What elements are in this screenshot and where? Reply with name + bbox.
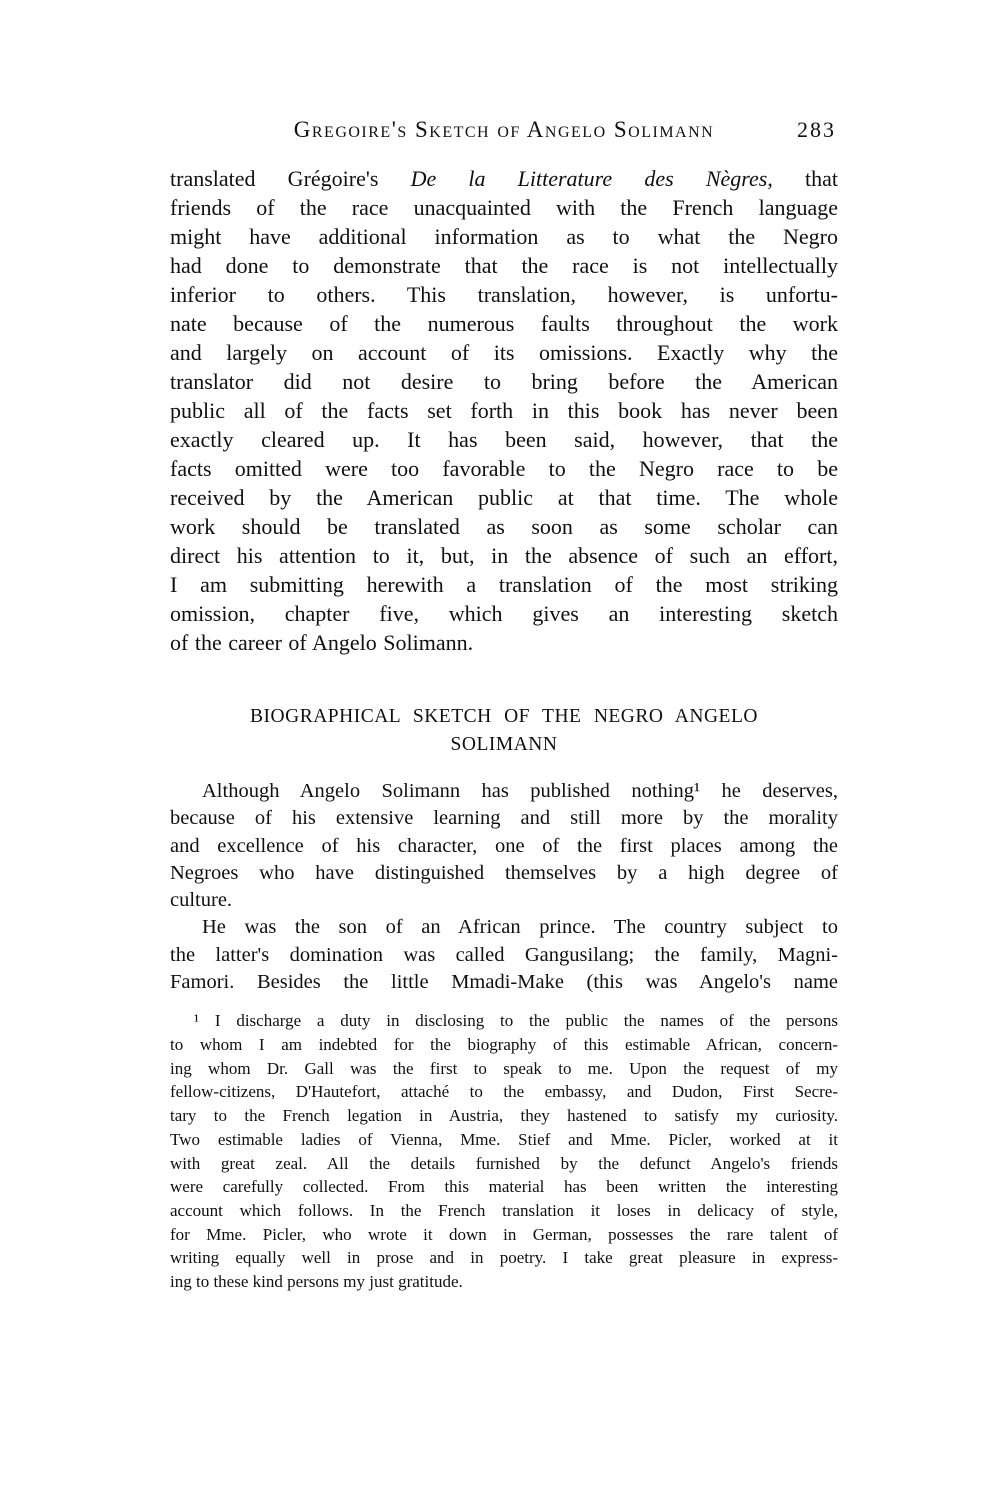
text-line: He was the son of an African prince. The country subject to xyxy=(202,916,838,939)
text-line: might have additional information as to what the Negro xyxy=(170,224,838,249)
text-line: omission, chapter five, which gives an interesting sketch xyxy=(170,601,838,626)
text-line: exactly cleared up. It has been said, however, that the xyxy=(170,427,838,452)
text-line: Although Angelo Solimann has published nothing¹ he deserves, xyxy=(202,780,838,802)
text-line: were carefully collected. From this material has been written the interesting xyxy=(170,1177,838,1197)
section-heading-line: BIOGRAPHICAL SKETCH OF THE NEGRO ANGELO xyxy=(250,706,758,727)
text-line: because of his extensive learning and still more by the morality xyxy=(170,807,838,830)
text-line: culture. xyxy=(170,889,233,912)
text-line: fellow-citizens, D'Hautefort, attaché to the embassy, and Dudon, First Secre- xyxy=(170,1082,838,1102)
intro-paragraph-lines xyxy=(170,193,838,628)
footnote-last-line: ing to these kind persons my just gratitude. xyxy=(170,1272,463,1292)
running-title: Gregoire's Sketch of Angelo Solimann xyxy=(293,117,715,142)
text-line: I am submitting herewith a translation of the most striking xyxy=(170,572,838,597)
text-column xyxy=(170,116,838,1294)
footnote-first-line: ¹ I discharge a duty in disclosing to the public the names of the persons xyxy=(194,1011,838,1031)
text-line: ing whom Dr. Gall was the first to speak to me. Upon the request of my xyxy=(170,1058,838,1078)
biography-paragraph-2 xyxy=(170,914,838,996)
text-line: and largely on account of its omissions. Exactly why the xyxy=(170,340,838,365)
page-header xyxy=(170,116,838,144)
text-line: public all of the facts set forth in this book has never been xyxy=(170,398,838,423)
text-line: had done to demonstrate that the race is not intellectually xyxy=(170,253,838,278)
text-line: the latter's domination was called Gangusilang; the family, Magni- xyxy=(170,943,838,966)
text-line: work should be translated as soon as some scholar can xyxy=(170,514,838,539)
text-segment: translated Grégoire's xyxy=(170,166,411,191)
text-line: Famori. Besides the little Mmadi-Make (this was Angelo's name xyxy=(170,971,838,994)
page-number: 283 xyxy=(797,117,836,142)
footnote xyxy=(170,1009,838,1293)
text-line: inferior to others. This translation, however, is unfortu- xyxy=(170,282,838,307)
text-line: for Mme. Picler, who wrote it down in German, possesses the rare talent of xyxy=(170,1224,838,1244)
text-line: and excellence of his character, one of the first places among the xyxy=(170,834,838,857)
text-line: received by the American public at that time. The whole xyxy=(170,485,838,510)
footnote-lines xyxy=(170,1033,838,1270)
text-line: of the career of Angelo Solimann. xyxy=(170,630,474,655)
text-line: direct his attention to it, but, in the absence of such an effort, xyxy=(170,543,838,568)
text-line-with-book-title xyxy=(170,164,838,193)
text-line: friends of the race unacquainted with the French language xyxy=(170,195,838,220)
biography-paragraph-2-lines xyxy=(170,942,838,997)
text-segment: , that xyxy=(767,166,838,191)
biography-paragraph-1 xyxy=(170,778,838,914)
text-line: Negroes who have distinguished themselves by a high degree of xyxy=(170,861,838,884)
text-line: to whom I am indebted for the biography of this estimable African, concern- xyxy=(170,1035,838,1055)
biography-paragraph-1-lines xyxy=(170,805,838,887)
text-line: tary to the French legation in Austria, they hastened to satisfy my curiosity. xyxy=(170,1106,838,1126)
text-line: translator did not desire to bring before the American xyxy=(170,369,838,394)
section-heading-line: SOLIMANN xyxy=(450,734,558,755)
text-line: facts omitted were too favorable to the Negro race to be xyxy=(170,456,838,481)
text-line: account which follows. In the French translation it loses in delicacy of style, xyxy=(170,1201,838,1220)
intro-paragraph xyxy=(170,164,838,657)
section-heading xyxy=(170,703,838,759)
text-line: nate because of the numerous faults throughout the work xyxy=(170,311,838,336)
text-line: writing equally well in prose and in poetry. I take great pleasure in express- xyxy=(170,1248,838,1268)
italic-book-title: De la Litterature des Nègres xyxy=(410,166,768,191)
text-line: Two estimable ladies of Vienna, Mme. Stief and Mme. Picler, worked at it xyxy=(170,1129,838,1149)
text-line: with great zeal. All the details furnished by the defunct Angelo's friends xyxy=(170,1153,838,1173)
